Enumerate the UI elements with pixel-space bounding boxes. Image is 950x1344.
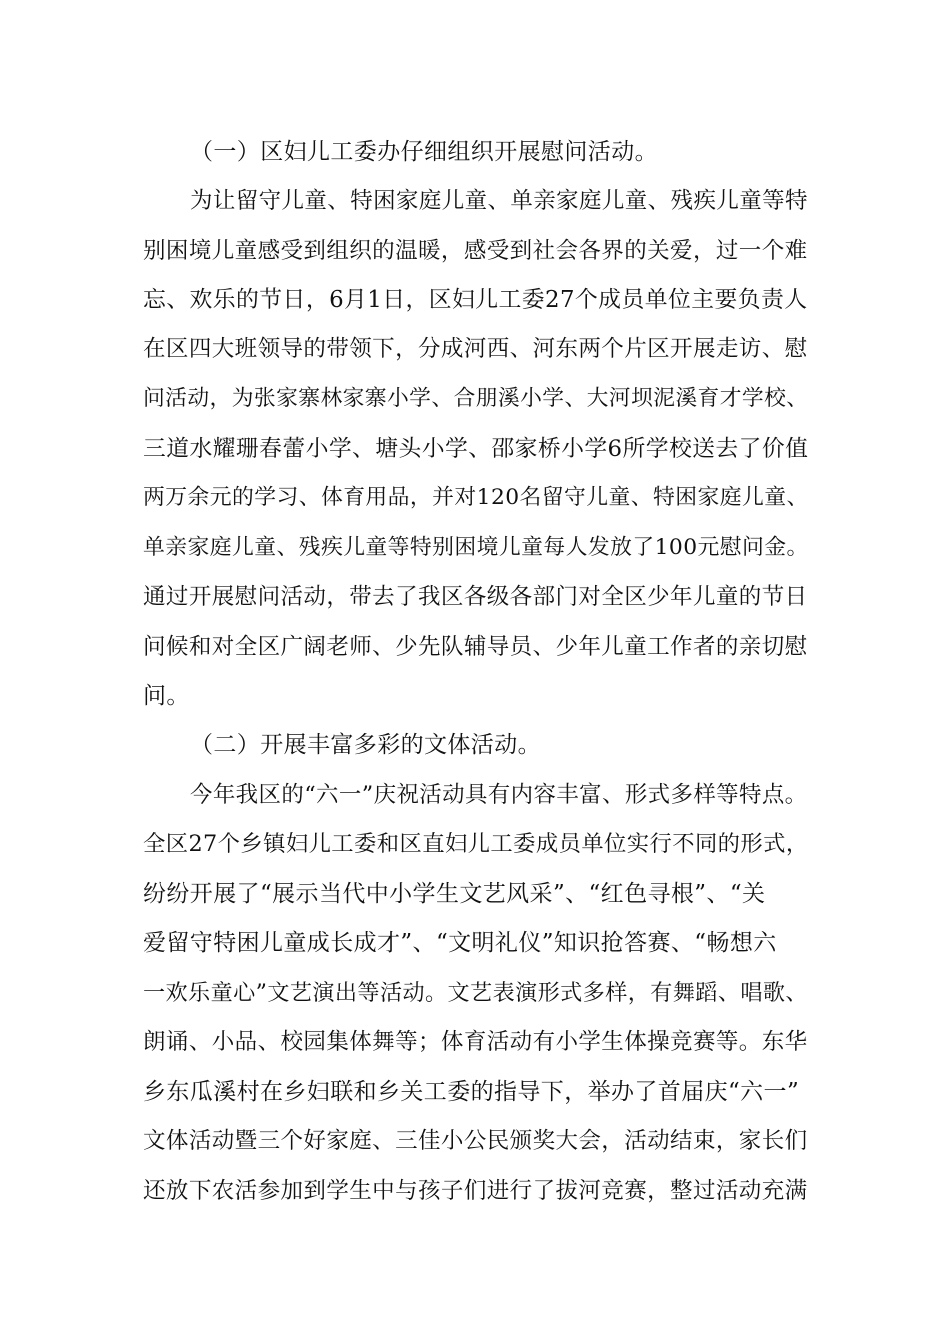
paragraph-line: 问活动，为张家寨林家寨小学、合朋溪小学、大河坝泥溪育才学校、 [143, 386, 809, 411]
paragraph-line: 单亲家庭儿童、残疾儿童等特别困境儿童每人发放了100元慰问金。 [143, 535, 809, 560]
paragraph-line: 在区四大班领导的带领下，分成河西、河东两个片区开展走访、慰 [143, 336, 808, 362]
paragraph-line: 问。 [143, 683, 190, 709]
paragraph-line: 通过开展慰问活动，带去了我区各级各部门对全区少年儿童的节日 [143, 584, 808, 610]
paragraph-line: 一欢乐童心”文艺演出等活动。文艺表演形式多样，有舞蹈、唱歌、 [143, 980, 808, 1006]
section-heading-1: （一）区妇儿工委办仔细组织开展慰问活动。 [190, 139, 658, 165]
section-heading-2: （二）开展丰富多彩的文体活动。 [190, 732, 541, 758]
paragraph-line: 全区27个乡镇妇儿工委和区直妇儿工委成员单位实行不同的形式， [143, 831, 809, 857]
paragraph-line: 今年我区的“六一”庆祝活动具有内容丰富、形式多样等特点。 [190, 782, 808, 808]
paragraph-line: 两万余元的学习、体育用品，并对120名留守儿童、特困家庭儿童、 [143, 485, 809, 510]
paragraph-line: 问候和对全区广阔老师、少先队辅导员、少年儿童工作者的亲切慰 [143, 634, 808, 660]
paragraph-line: 乡东瓜溪村在乡妇联和乡关工委的指导下，举办了首届庆“六一” [143, 1079, 800, 1105]
paragraph-line: 别困境儿童感受到组织的温暖，感受到社会各界的关爱，过一个难 [143, 238, 808, 264]
paragraph-line: 为让留守儿童、特困家庭儿童、单亲家庭儿童、残疾儿童等特 [190, 188, 808, 214]
paragraph-line: 忘、欢乐的节日，6月1日，区妇儿工委27个成员单位主要负责人 [143, 287, 808, 313]
paragraph-line: 爱留守特困儿童成长成才”、“文明礼仪”知识抢答赛、“畅想六 [143, 930, 777, 956]
paragraph-line: 纷纷开展了“展示当代中小学生文艺风采”、“红色寻根”、“关 [143, 881, 766, 907]
paragraph-line: 还放下农活参加到学生中与孩子们进行了拔河竞赛，整过活动充满 [143, 1178, 808, 1204]
paragraph-line: 朗诵、小品、校园集体舞等；体育活动有小学生体操竞赛等。东华 [143, 1029, 808, 1055]
paragraph-line: 文体活动暨三个好家庭、三佳小公民颁奖大会，活动结束，家长们 [143, 1128, 808, 1154]
paragraph-line: 三道水耀珊春蕾小学、塘头小学、邵家桥小学6所学校送去了价值 [143, 436, 809, 462]
